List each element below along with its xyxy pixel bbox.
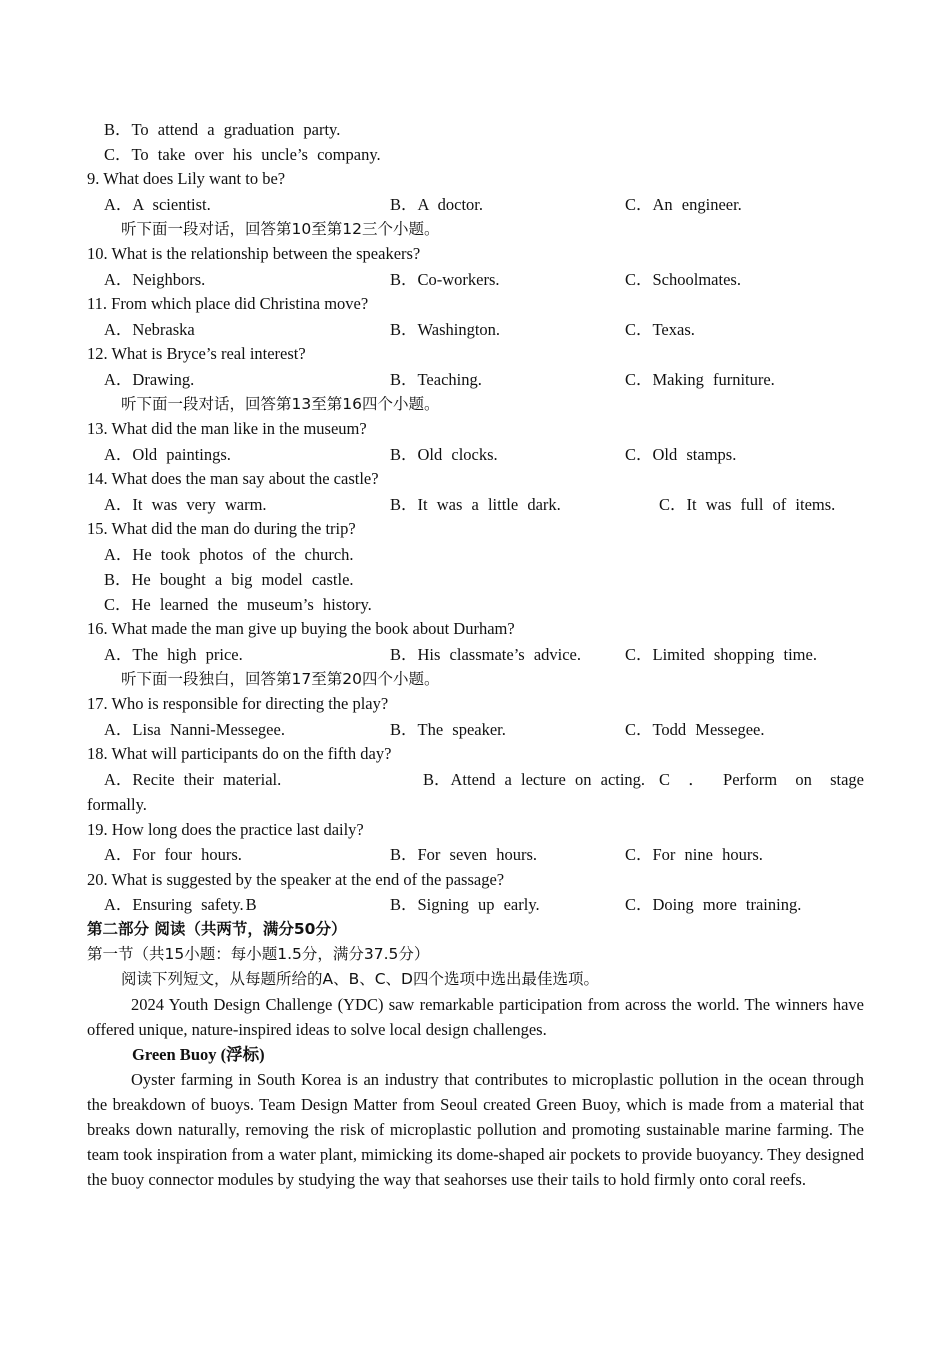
- q13-option-c: C．Old stamps.: [625, 445, 737, 464]
- q18-options: [87, 767, 864, 792]
- q9-option-c: C．An engineer.: [625, 195, 742, 214]
- q9-question: 9. What does Lily want to be?: [87, 169, 286, 188]
- q15-option-c: C．He learned the museum’s history.: [104, 595, 372, 614]
- q14-option-b: B．It was a little dark.: [390, 495, 561, 514]
- q20-option-a: A．Ensuring safety. B: [104, 895, 257, 914]
- q18-question: 18. What will participants do on the fifth day?: [87, 744, 392, 763]
- q10-question: 10. What is the relationship between the speakers?: [87, 244, 421, 263]
- q18-option-c: C ． Perform on stage: [659, 770, 864, 789]
- q10-option-c: C．Schoolmates.: [625, 270, 741, 289]
- q11-option-b: B．Washington.: [390, 320, 501, 339]
- q9-option-b: B．A doctor.: [390, 195, 484, 214]
- q20-question: 20. What is suggested by the speaker at the end of the passage?: [87, 870, 505, 889]
- q17-option-b: B．The speaker.: [390, 720, 506, 739]
- q19-option-a: A．For four hours.: [104, 845, 242, 864]
- q13-options: [87, 442, 864, 467]
- q8-option-c: C．To take over his uncle’s company.: [104, 145, 381, 164]
- passage-heading: Green Buoy (浮标): [132, 1045, 265, 1064]
- passage-intro: 2024 Youth Design Challenge (YDC) saw remarkable participation from across the world. The winners have offered unique, nature-inspired ideas to solve local design challenges.: [87, 995, 864, 1039]
- q14-option-c: C．It was full of items.: [659, 495, 836, 514]
- q14-option-a: A．It was very warm.: [104, 495, 267, 514]
- q19-option-c: C．For nine hours.: [625, 845, 763, 864]
- q10-option-b: B．Co-workers.: [390, 270, 500, 289]
- passage-body: Oyster farming in South Korea is an industry that contributes to microplastic pollution in the ocean through the breakdown of buoys. Team Design Matter from Seoul created Green Buoy, which is made from a material that breaks down naturally, removing the risk of microplastic pollution and promoting sustainable marine farming. The team took inspiration from a water plant, mimicking its dome-shaped air pockets to provide buoyancy. They designed the buoy connector modules by studying the way that seahorses use their tails to hold firmly onto coral reefs.: [87, 1070, 864, 1189]
- q9-options: [87, 192, 864, 217]
- q17-options: [87, 717, 864, 742]
- q12-option-c: C．Making furniture.: [625, 370, 775, 389]
- q10-options: [87, 267, 864, 292]
- q10-option-a: A．Neighbors.: [104, 270, 206, 289]
- q11-option-c: C．Texas.: [625, 320, 695, 339]
- q17-option-a: A．Lisa Nanni-Messegee.: [104, 720, 285, 739]
- instruction-10-12: 听下面一段对话，回答第10至第12三个小题。: [121, 220, 440, 238]
- q16-option-b: B．His classmate’s advice.: [390, 645, 582, 664]
- q13-option-b: B．Old clocks.: [390, 445, 498, 464]
- q15-option-b: B．He bought a big model castle.: [104, 570, 354, 589]
- q9-option-a: A．A scientist.: [104, 195, 211, 214]
- q12-options: [87, 367, 864, 392]
- q11-option-a: A．Nebraska: [104, 320, 195, 339]
- q11-options: [87, 317, 864, 342]
- q18-option-a: A．Recite their material.: [104, 770, 282, 789]
- reading-instruction: 阅读下列短文，从每题所给的A、B、C、D四个选项中选出最佳选项。: [121, 970, 599, 988]
- q18-option-c-continued: formally.: [87, 795, 147, 814]
- q13-option-a: A．Old paintings.: [104, 445, 231, 464]
- q19-option-b: B．For seven hours.: [390, 845, 538, 864]
- q20-option-b: B．Signing up early.: [390, 895, 540, 914]
- q16-question: 16. What made the man give up buying the book about Durham?: [87, 619, 515, 638]
- q14-question: 14. What does the man say about the castle?: [87, 469, 379, 488]
- q20-option-c: C．Doing more training.: [625, 895, 802, 914]
- section-one-title: 第一节（共15小题：每小题1.5分，满分37.5分）: [87, 945, 430, 963]
- q15-option-a: A．He took photos of the church.: [104, 545, 354, 564]
- q11-question: 11. From which place did Christina move?: [87, 294, 369, 313]
- q15-question: 15. What did the man do during the trip?: [87, 519, 356, 538]
- q19-options: [87, 842, 864, 867]
- q8-option-b: B．To attend a graduation party.: [104, 120, 341, 139]
- q12-option-b: B．Teaching.: [390, 370, 482, 389]
- q17-question: 17. Who is responsible for directing the play?: [87, 694, 389, 713]
- q14-options: [87, 492, 864, 517]
- q20-options: [87, 892, 864, 917]
- q16-option-a: A．The high price.: [104, 645, 243, 664]
- part-two-title: 第二部分 阅读（共两节，满分50分）: [87, 920, 347, 938]
- q19-question: 19. How long does the practice last daily?: [87, 820, 364, 839]
- q16-option-c: C．Limited shopping time.: [625, 645, 817, 664]
- q16-options: [87, 642, 864, 667]
- q20-stray-mark: B: [245, 895, 257, 914]
- q17-option-c: C．Todd Messegee.: [625, 720, 765, 739]
- instruction-13-16: 听下面一段对话，回答第13至第16四个小题。: [121, 395, 440, 413]
- q13-question: 13. What did the man like in the museum?: [87, 419, 367, 438]
- q12-question: 12. What is Bryce’s real interest?: [87, 344, 306, 363]
- instruction-17-20: 听下面一段独白，回答第17至第20四个小题。: [121, 670, 440, 688]
- q12-option-a: A．Drawing.: [104, 370, 195, 389]
- q18-option-b: B．Attend a lecture on acting.: [423, 770, 646, 789]
